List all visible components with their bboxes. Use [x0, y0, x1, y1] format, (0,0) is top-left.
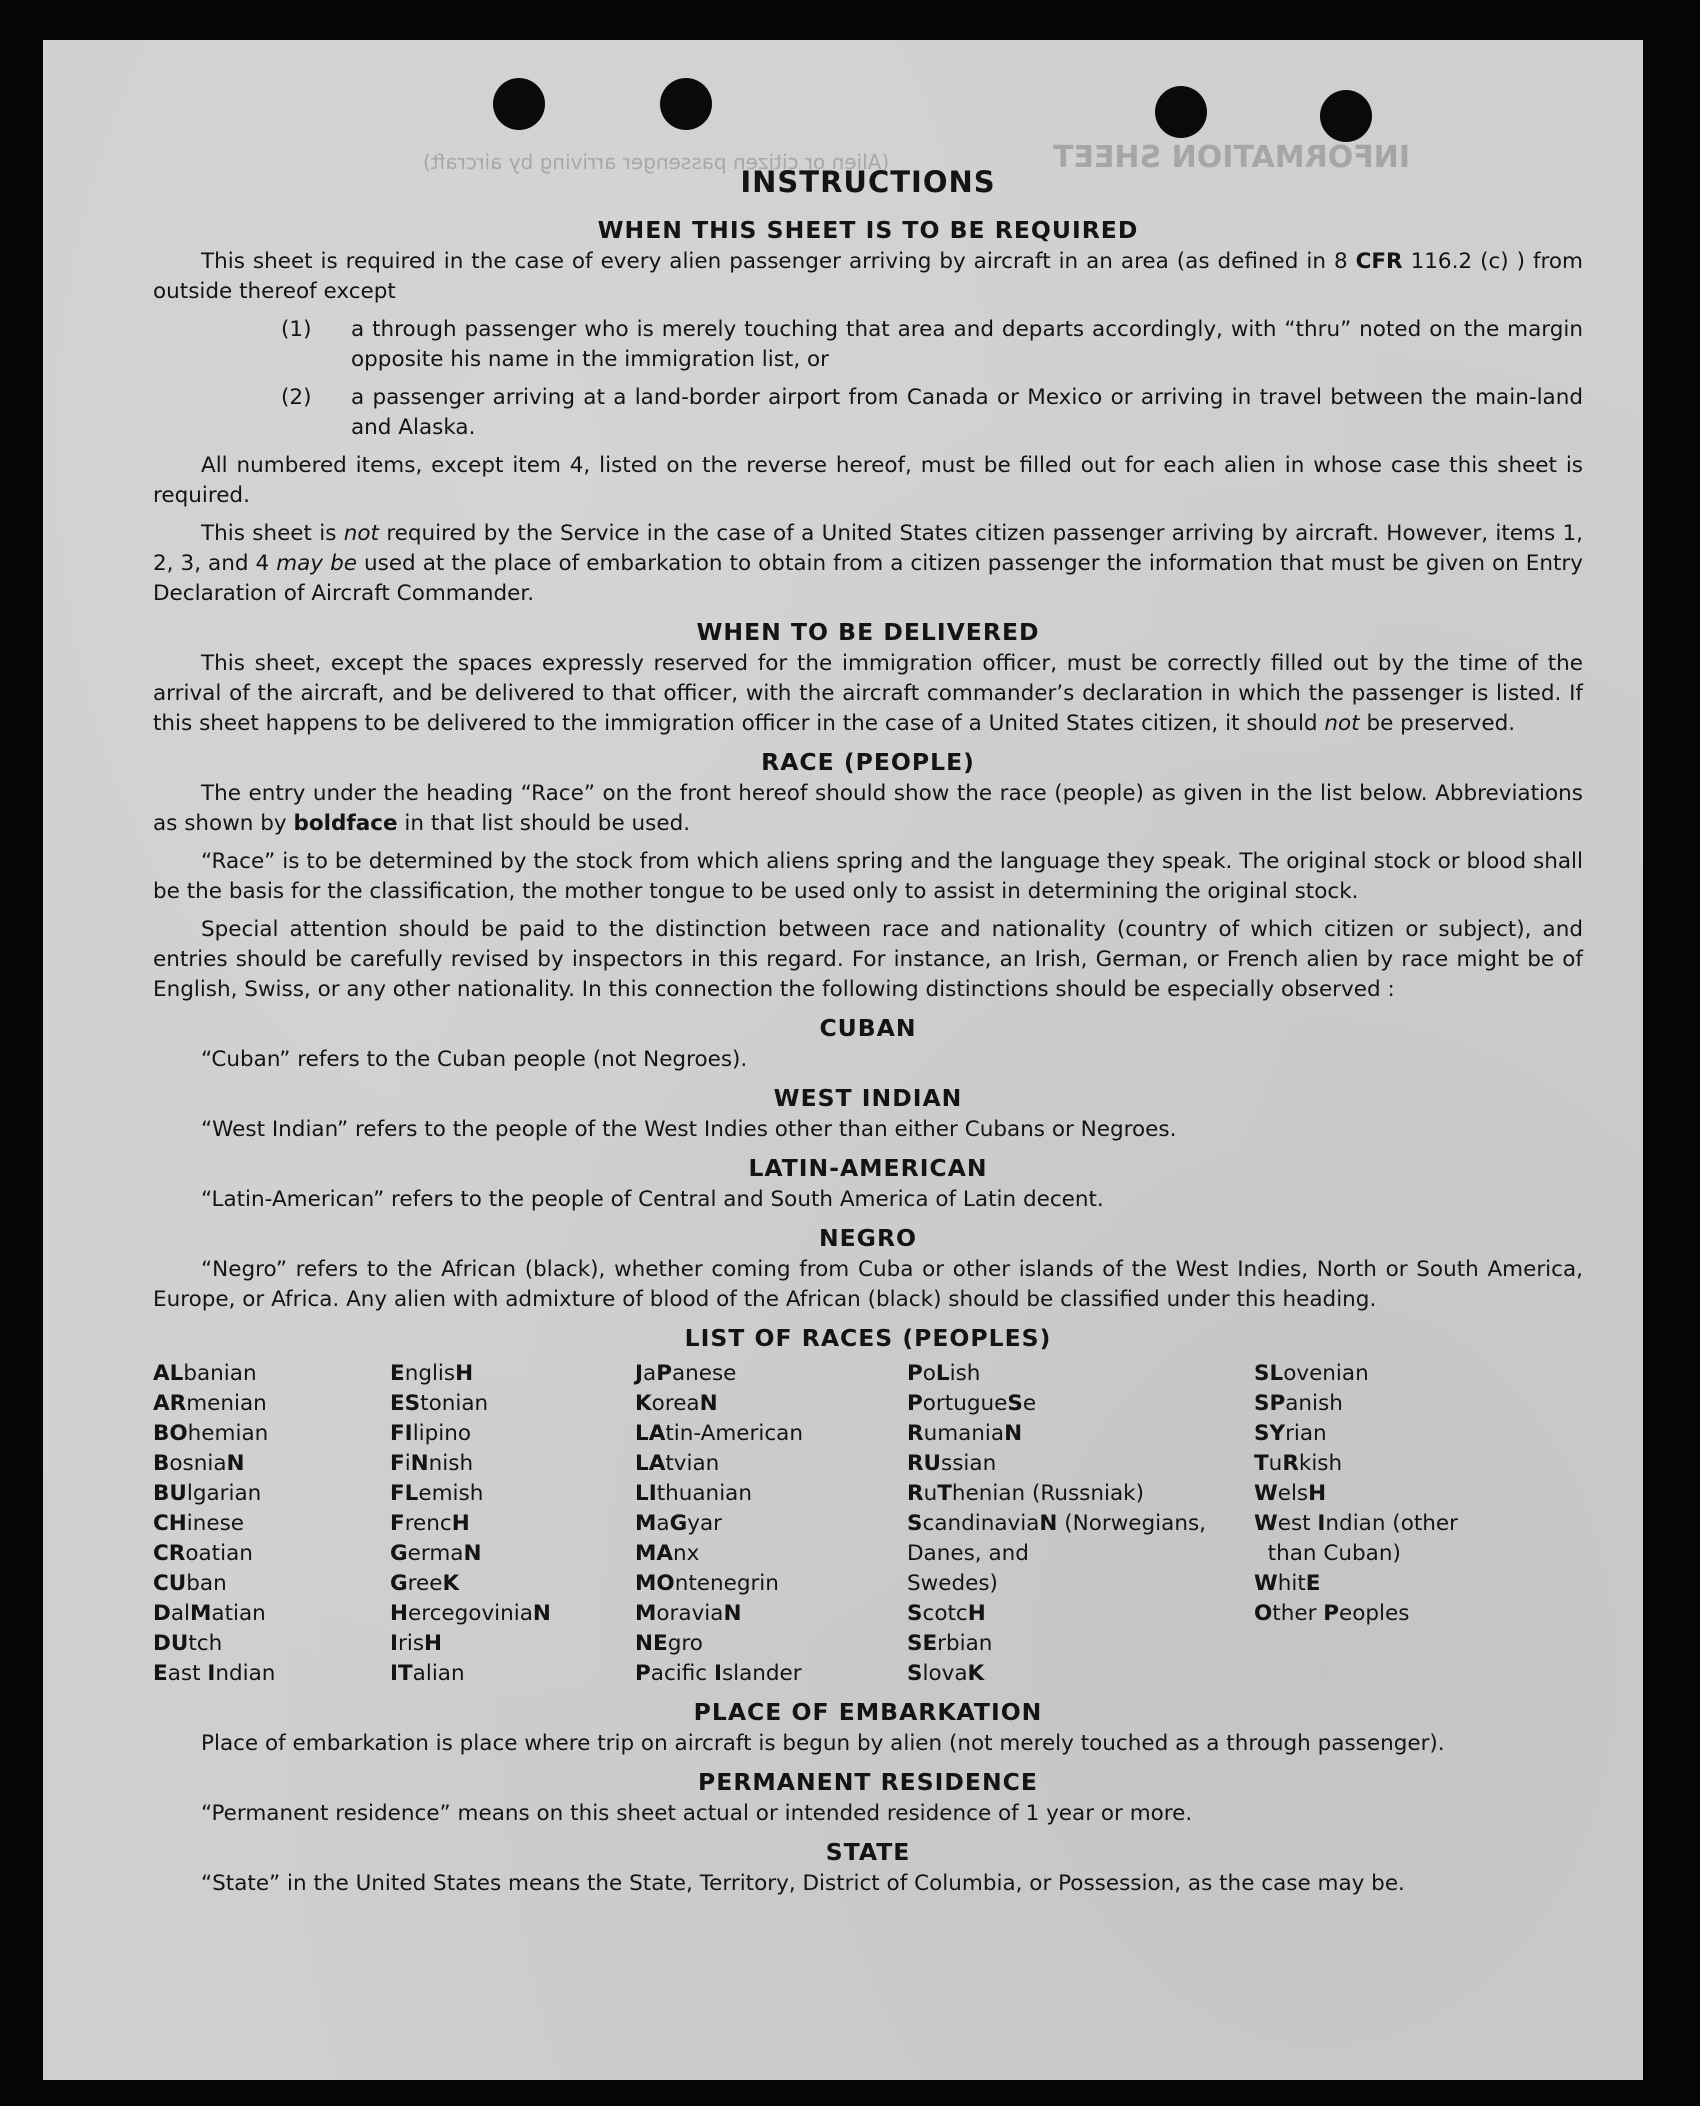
race-entry: MaGyar [635, 1511, 722, 1536]
race-entry: PortugueSe [907, 1391, 1037, 1416]
race-entry: CRoatian [153, 1541, 253, 1566]
race-entry: JaPanese [635, 1361, 737, 1386]
race-column [390, 1359, 635, 1689]
race-entry: RumaniaN [907, 1421, 1023, 1446]
delivery-paragraph: This sheet, except the spaces expressly reserved for the immigration officer, must be correctly filled out by the time of the arrival of the aircraft, and be delivered to that officer, with the aircraft commander’s declaration in which the passenger is listed. If this sheet happens to be delivered to the immigration officer in the case of a United States citizen, it should not be preserved. [153, 651, 1583, 736]
race-entry: DalMatian [153, 1601, 266, 1626]
race-paragraph-3: Special attention should be paid to the distinction between race and nationality (country of which citizen or subject), and entries should be carefully revised by inspectors in this regard. For instance, an Irish, German, or French alien by race might be of English, Swiss, or any other nationality. In this connection the following distinctions should be especially observed : [153, 917, 1583, 1002]
heading-residence: PERMANENT RESIDENCE [698, 1768, 1038, 1796]
heading-list-of-races: LIST OF RACES (PEOPLES) [684, 1324, 1052, 1352]
race-entry: KoreaN [635, 1391, 718, 1416]
race-entry: than Cuban) [1254, 1541, 1401, 1566]
race-entry: ScandinaviaN (Norwegians, [907, 1511, 1206, 1536]
race-entry: IrisH [390, 1631, 443, 1656]
race-entry: ARmenian [153, 1391, 267, 1416]
section-heading-required: WHEN THIS SHEET IS TO BE REQUIRED [597, 216, 1139, 244]
race-entry: HercegoviniaN [390, 1601, 551, 1626]
heading-west-indian: WEST INDIAN [773, 1084, 963, 1112]
show-through-title: INFORMATION SHEET [1053, 140, 1410, 175]
definition-embarkation: Place of embarkation is place where trip on aircraft is begun by alien (not merely touched as a through passenger). [201, 1731, 1445, 1756]
race-entry: East Indian [153, 1661, 276, 1686]
required-intro: This sheet is required in the case of every alien passenger arriving by aircraft in an area (as defined in 8 CFR 116.2 (c) ) from outside thereof except [153, 249, 1583, 304]
race-entry: NEgro [635, 1631, 703, 1656]
race-entry: LAtin-American [635, 1421, 803, 1446]
race-entry: EnglisH [390, 1361, 474, 1386]
race-entry: SPanish [1254, 1391, 1343, 1416]
page-title: INSTRUCTIONS [740, 165, 996, 199]
definition-cuban: “Cuban” refers to the Cuban people (not Negroes). [201, 1047, 748, 1072]
race-entry: PoLish [907, 1361, 981, 1386]
definition-negro: “Negro” refers to the African (black), whether coming from Cuba or other islands of the West Indies, North or South America, Europe, or Africa. Any alien with admixture of blood of the African (black) should be classified under this heading. [153, 1257, 1583, 1312]
race-entry: GreeK [390, 1571, 460, 1596]
definition-state: “State” in the United States means the State, Territory, District of Columbia, or Possession, as the case may be. [201, 1871, 1405, 1896]
show-through-subtitle: (Alien or citizen passenger arriving by aircraft) [423, 150, 890, 174]
heading-embarkation: PLACE OF EMBARKATION [693, 1698, 1043, 1726]
race-entry: Other Peoples [1254, 1601, 1410, 1626]
punch-hole [1320, 90, 1372, 142]
race-entry: SlovaK [907, 1661, 985, 1686]
race-entry: DUtch [153, 1631, 223, 1656]
race-paragraph-2: “Race” is to be determined by the stock from which aliens spring and the language they speak. The original stock or blood shall be the basis for the classification, the mother tongue to be used only to assist in determining the original stock. [153, 849, 1583, 904]
race-entry: MOntenegrin [635, 1571, 779, 1596]
race-entry: LIthuanian [635, 1481, 752, 1506]
race-entry: Danes, and [907, 1541, 1029, 1566]
heading-state: STATE [825, 1838, 911, 1866]
heading-negro: NEGRO [818, 1224, 918, 1252]
race-paragraph-1: The entry under the heading “Race” on the front hereof should show the race (people) as given in the list below. Abbreviations as shown by boldface in that list should be used. [153, 781, 1583, 836]
race-entry: West Indian (other [1254, 1511, 1458, 1536]
race-entry: BosniaN [153, 1451, 245, 1476]
race-entry: RuThenian (Russniak) [907, 1481, 1144, 1506]
race-entry: ALbanian [153, 1361, 257, 1386]
race-entry: RUssian [907, 1451, 997, 1476]
exception-item-1: (1) a through passenger who is merely touching that area and departs accordingly, with “thru” noted on the margin opposite his name in the immigration list, or [281, 317, 1583, 372]
race-entry: Swedes) [907, 1571, 998, 1596]
heading-latin-american: LATIN-AMERICAN [748, 1154, 988, 1182]
race-entry: ITalian [390, 1661, 465, 1686]
heading-cuban: CUBAN [819, 1014, 917, 1042]
race-entry: WhitE [1254, 1571, 1321, 1596]
instructions-content [153, 165, 1583, 1903]
definition-residence: “Permanent residence” means on this sheet actual or intended residence of 1 year or more. [201, 1801, 1193, 1826]
punch-hole [493, 78, 545, 130]
race-entry: ScotcH [907, 1601, 986, 1626]
race-entry: CHinese [153, 1511, 245, 1536]
race-entry: Pacific Islander [635, 1661, 802, 1686]
citizen-paragraph: This sheet is not required by the Service in the case of a United States citizen passenger arriving by aircraft. However, items 1, 2, 3, and 4 may be used at the place of embarkation to obtain from a citizen passenger the information that must be given on Entry Declaration of Aircraft Commander. [153, 521, 1583, 606]
document-sheet [43, 40, 1643, 2080]
race-entry: MoraviaN [635, 1601, 742, 1626]
race-entry: TuRkish [1254, 1451, 1343, 1476]
race-entry: WelsH [1254, 1481, 1327, 1506]
race-column [1254, 1359, 1554, 1689]
definition-latin-american: “Latin-American” refers to the people of Central and South America of Latin decent. [201, 1187, 1104, 1212]
definition-west-indian: “West Indian” refers to the people of the West Indies other than either Cubans or Negroes. [201, 1117, 1177, 1142]
punch-hole [660, 78, 712, 130]
punch-hole [1155, 86, 1207, 138]
exception-item-2: (2) a passenger arriving at a land-border airport from Canada or Mexico or arriving in travel between the main-land and Alaska. [281, 385, 1583, 440]
race-entry: FiNnish [390, 1451, 474, 1476]
race-entry: SYrian [1254, 1421, 1327, 1446]
race-column [907, 1359, 1254, 1689]
race-entry: LAtvian [635, 1451, 720, 1476]
numbered-items-paragraph: All numbered items, except item 4, listed on the reverse hereof, must be filled out for each alien in whose case this sheet is required. [153, 453, 1583, 508]
race-list [153, 1359, 1583, 1689]
race-entry: FrencH [390, 1511, 470, 1536]
race-entry: FLemish [390, 1481, 484, 1506]
race-entry: BOhemian [153, 1421, 269, 1446]
section-heading-race: RACE (PEOPLE) [761, 748, 975, 776]
race-column [153, 1359, 390, 1689]
race-entry: MAnx [635, 1541, 700, 1566]
section-heading-delivered: WHEN TO BE DELIVERED [696, 618, 1040, 646]
race-entry: CUban [153, 1571, 227, 1596]
race-entry: GermaN [390, 1541, 482, 1566]
race-entry: FIlipino [390, 1421, 472, 1446]
race-column [635, 1359, 907, 1689]
race-entry: SLovenian [1254, 1361, 1369, 1386]
race-entry: BUlgarian [153, 1481, 262, 1506]
race-entry: EStonian [390, 1391, 489, 1416]
race-entry: SErbian [907, 1631, 993, 1656]
